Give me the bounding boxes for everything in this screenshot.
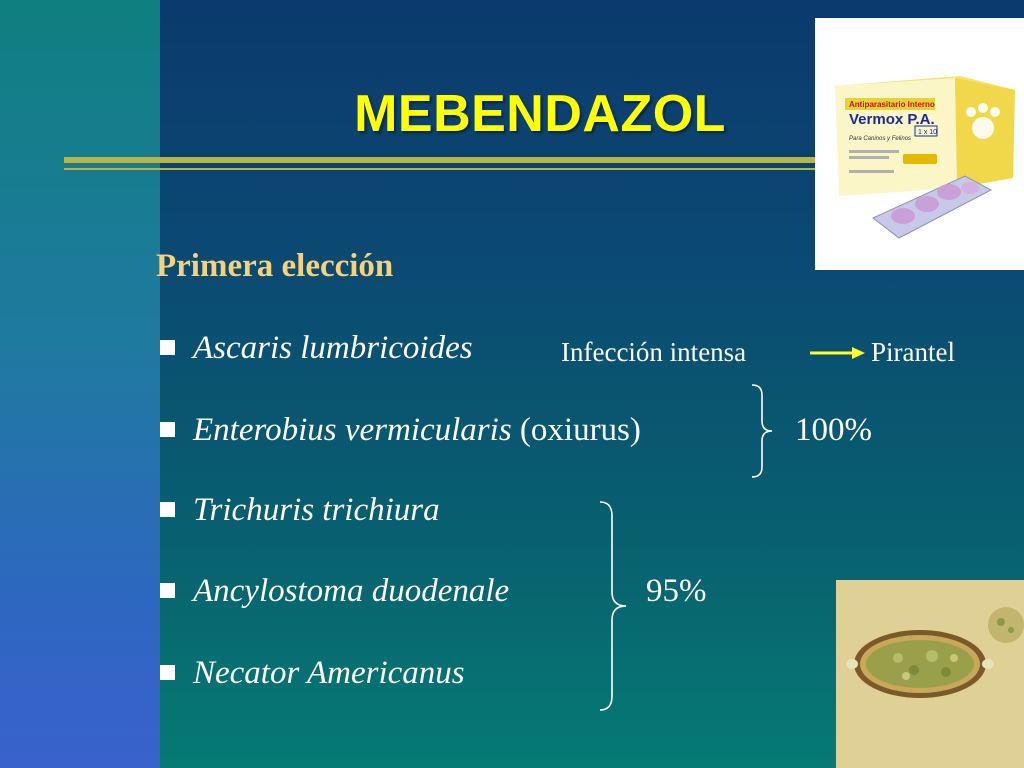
- product-box-image: [815, 18, 1024, 270]
- box-subtitle: Para Caninos y Felinos: [849, 136, 912, 142]
- note-pirantel: Pirantel: [871, 337, 955, 367]
- right-arrow-icon: [808, 345, 866, 361]
- species-name: Ascaris lumbricoides: [193, 330, 473, 366]
- bullet-item: [160, 492, 440, 529]
- square-bullet-icon: [160, 665, 175, 680]
- species-name: Trichuris trichiura: [193, 492, 440, 528]
- title-underline-thin: [64, 168, 828, 170]
- bullet-item: [160, 330, 473, 367]
- square-bullet-icon: [160, 502, 175, 517]
- species-name: Ancylostoma duodenale: [193, 573, 510, 609]
- species-name: Enterobius vermicularis: [193, 412, 512, 448]
- bullet-item: [160, 573, 509, 610]
- bullet-item: [160, 412, 641, 449]
- title-underline: [64, 157, 828, 163]
- box-dose: 1 x 10: [918, 129, 938, 136]
- left-accent-bar: [0, 0, 160, 768]
- slide-title: MEBENDAZOL: [354, 85, 726, 143]
- species-name: Necator Americanus: [193, 655, 465, 691]
- species-note: (oxiurus): [511, 412, 641, 448]
- note-infeccion-intensa: Infección intensa: [561, 337, 747, 367]
- box-label-top: Antiparasitario Interno: [849, 100, 935, 109]
- right-curly-brace-icon: [748, 383, 776, 479]
- square-bullet-icon: [160, 422, 175, 437]
- section-subtitle: Primera elección: [156, 248, 394, 284]
- square-bullet-icon: [160, 583, 175, 598]
- efficacy-percent: 95%: [646, 573, 707, 609]
- box-brand: Vermox P.A.: [849, 111, 935, 128]
- square-bullet-icon: [160, 340, 175, 355]
- bullet-item: [160, 655, 465, 692]
- efficacy-percent: 100%: [795, 412, 872, 448]
- right-curly-brace-icon: [596, 500, 630, 712]
- parasite-egg-image: [836, 580, 1024, 768]
